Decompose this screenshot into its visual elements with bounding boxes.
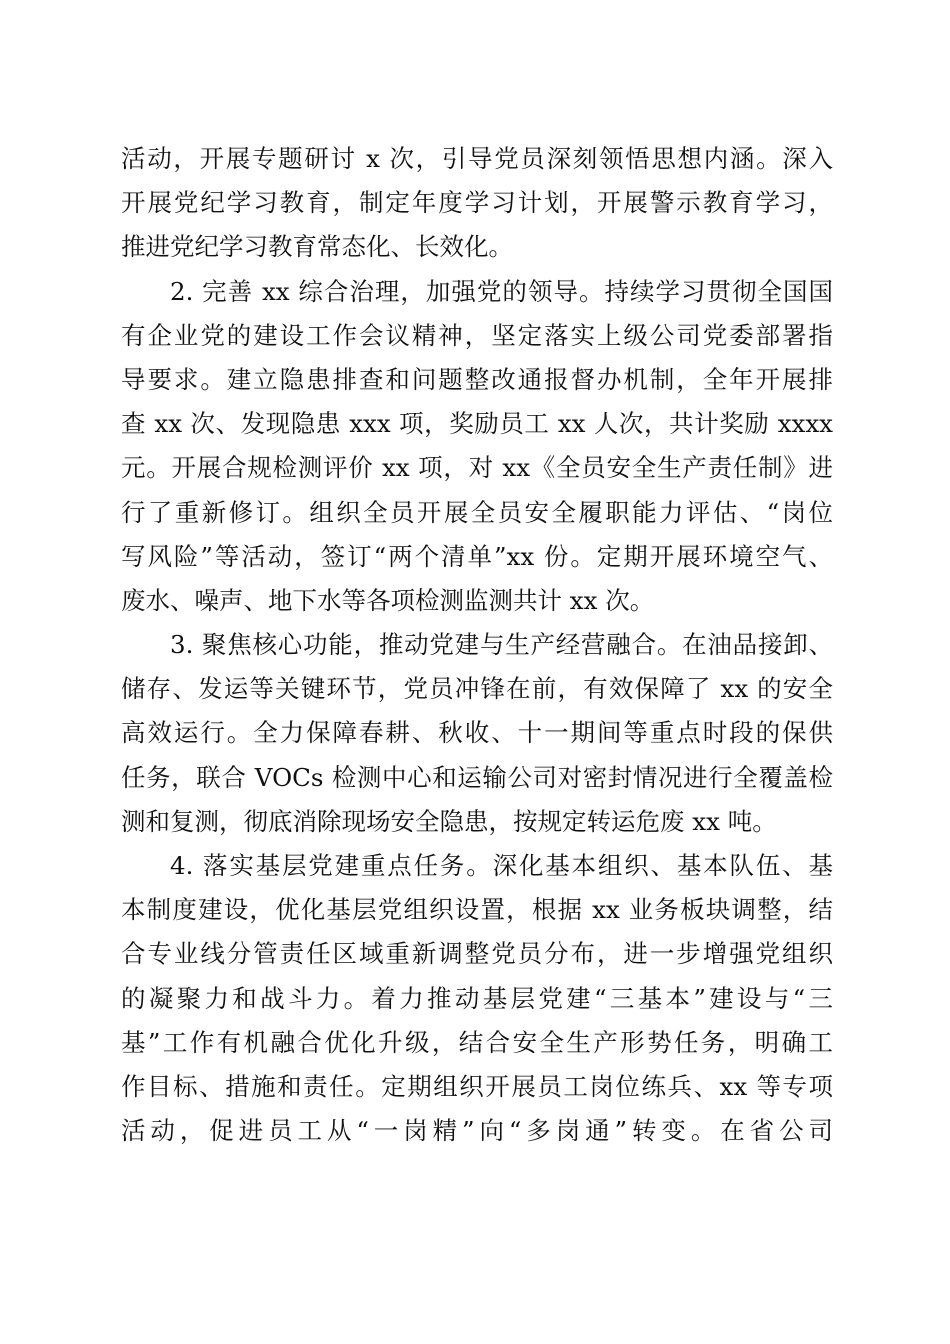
text-line: 行了重新修订。组织全员开展全员安全履职能力评估、“岗位 xyxy=(121,497,833,527)
text-line: 测和复测，彻底消除现场安全隐患，按规定转运危废 xx 吨。 xyxy=(121,806,777,836)
paragraph-2-heading-line: 2. 完善 xx 综合治理，加强党的领导。持续学习贯彻全国国 xyxy=(170,276,833,306)
text-line: 活动，开展专题研讨 x 次，引导党员深刻领悟思想内涵。深入 xyxy=(121,144,833,173)
document-body xyxy=(121,137,833,1153)
paragraph-3-heading-line: 3. 聚焦核心功能，推动党建与生产经营融合。在油品接卸、 xyxy=(170,630,833,660)
text-line: 查 xx 次、发现隐患 xxx 项，奖励员工 xx 人次，共计奖励 xxxx xyxy=(121,409,833,439)
text-line: 储存、发运等关键环节，党员冲锋在前，有效保障了 xx 的安全 xyxy=(121,674,833,704)
text-line: 任务，联合 VOCs 检测中心和运输公司对密封情况进行全覆盖检 xyxy=(121,762,833,792)
text-line: 废水、噪声、地下水等各项检测监测共计 xx 次。 xyxy=(121,585,655,615)
text-line: 开展党纪学习教育，制定年度学习计划，开展警示教育学习， xyxy=(121,188,833,218)
paragraph-4-heading-line: 4. 落实基层党建重点任务。深化基本组织、基本队伍、基 xyxy=(170,851,833,880)
text-line: 本制度建设，优化基层党组织设置，根据 xx 业务板块调整，结 xyxy=(121,895,833,925)
text-line: 合专业线分管责任区域重新调整党员分布，进一步增强党组织 xyxy=(121,939,833,969)
text-line: 基”工作有机融合优化升级，结合安全生产形势任务，明确工 xyxy=(121,1027,833,1057)
text-line: 写风险”等活动，签订“两个清单”xx 份。定期开展环境空气、 xyxy=(121,541,833,571)
text-line: 作目标、措施和责任。定期组织开展员工岗位练兵、xx 等专项 xyxy=(121,1071,833,1101)
text-line: 元。开展合规检测评价 xx 项，对 xx《全员安全生产责任制》进 xyxy=(121,453,833,483)
text-line: 高效运行。全力保障春耕、秋收、十一期间等重点时段的保供 xyxy=(121,718,833,748)
text-line: 的凝聚力和战斗力。着力推动基层党建“三基本”建设与“三 xyxy=(121,983,833,1013)
text-line: 活动，促进员工从“一岗精”向“多岗通”转变。在省公司 xyxy=(121,1116,833,1146)
text-line: 导要求。建立隐患排查和问题整改通报督办机制，全年开展排 xyxy=(121,364,833,394)
text-line: 推进党纪学习教育常态化、长效化。 xyxy=(121,232,513,262)
text-line: 有企业党的建设工作会议精神，坚定落实上级公司党委部署指 xyxy=(121,320,833,350)
